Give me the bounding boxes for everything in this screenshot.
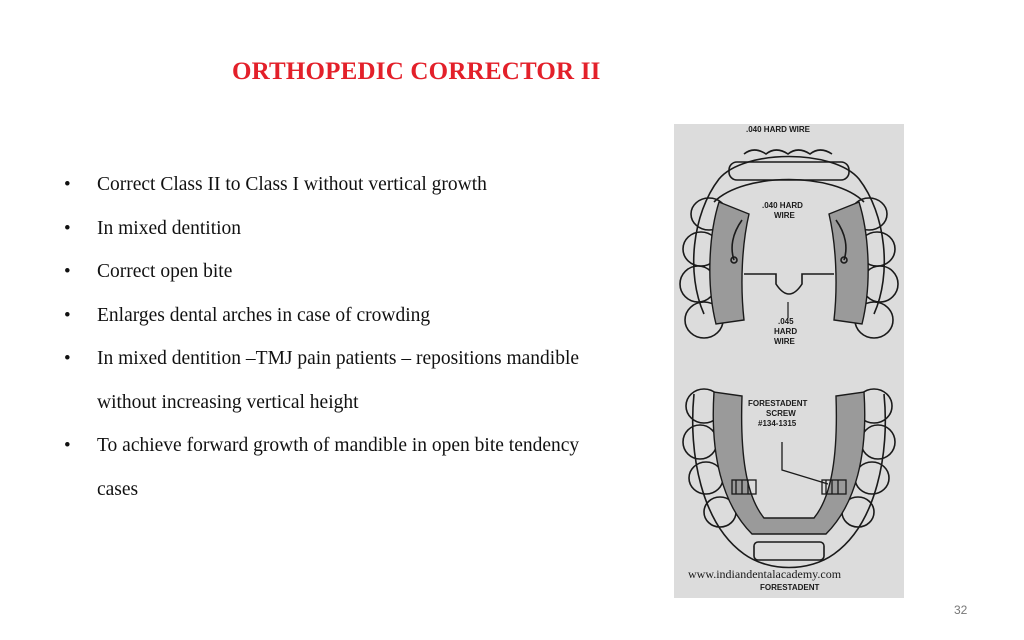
bullet-text: To achieve forward growth of mandible in open bite tendency cases [97,435,580,500]
label-screw: SCREW [766,409,796,418]
page-number: 32 [954,603,968,617]
bullet-text: In mixed dentition –TMJ pain patients – repositions mandible without increasing vertical height [97,348,580,413]
bullet-item [62,337,622,424]
label-040-hard-wire: .040 HARD WIRE [746,125,811,134]
slide-title: ORTHOPEDIC CORRECTOR II [232,58,601,85]
appliance-diagram [674,124,904,598]
label-screw-number: #134-1315 [758,419,797,428]
label-bottom-forestadent: FORESTADENT [760,583,820,592]
label-045: .045 [778,317,794,326]
bullet-dot: • [64,348,71,369]
label-045-hard: HARD [774,327,798,336]
bullet-item [62,163,622,207]
watermark-text: www.indiandentalacademy.com [688,567,842,581]
bullet-item [62,294,622,338]
bullet-text: Enlarges dental arches in case of crowding [97,304,431,326]
label-040-hard: .040 HARD [762,201,803,210]
bullet-dot: • [64,217,71,239]
bullet-item [62,424,622,511]
upper-plate-right [829,202,868,324]
bullet-item [62,250,622,294]
bullet-text: Correct open bite [97,261,233,282]
bullet-dot: • [64,304,71,326]
upper-plate-left [710,202,749,324]
bullet-text: Correct Class II to Class I without vertical growth [97,174,487,195]
bullet-text: In mixed dentition [97,217,242,239]
bullet-dot: • [64,261,71,282]
label-045-wire: WIRE [774,337,795,346]
bullet-item [62,207,622,251]
label-wire: WIRE [774,211,795,220]
bullet-dot: • [64,174,71,195]
bullet-dot: • [64,435,71,456]
label-forestadent: FORESTADENT [748,399,808,408]
bullet-list [62,163,622,511]
